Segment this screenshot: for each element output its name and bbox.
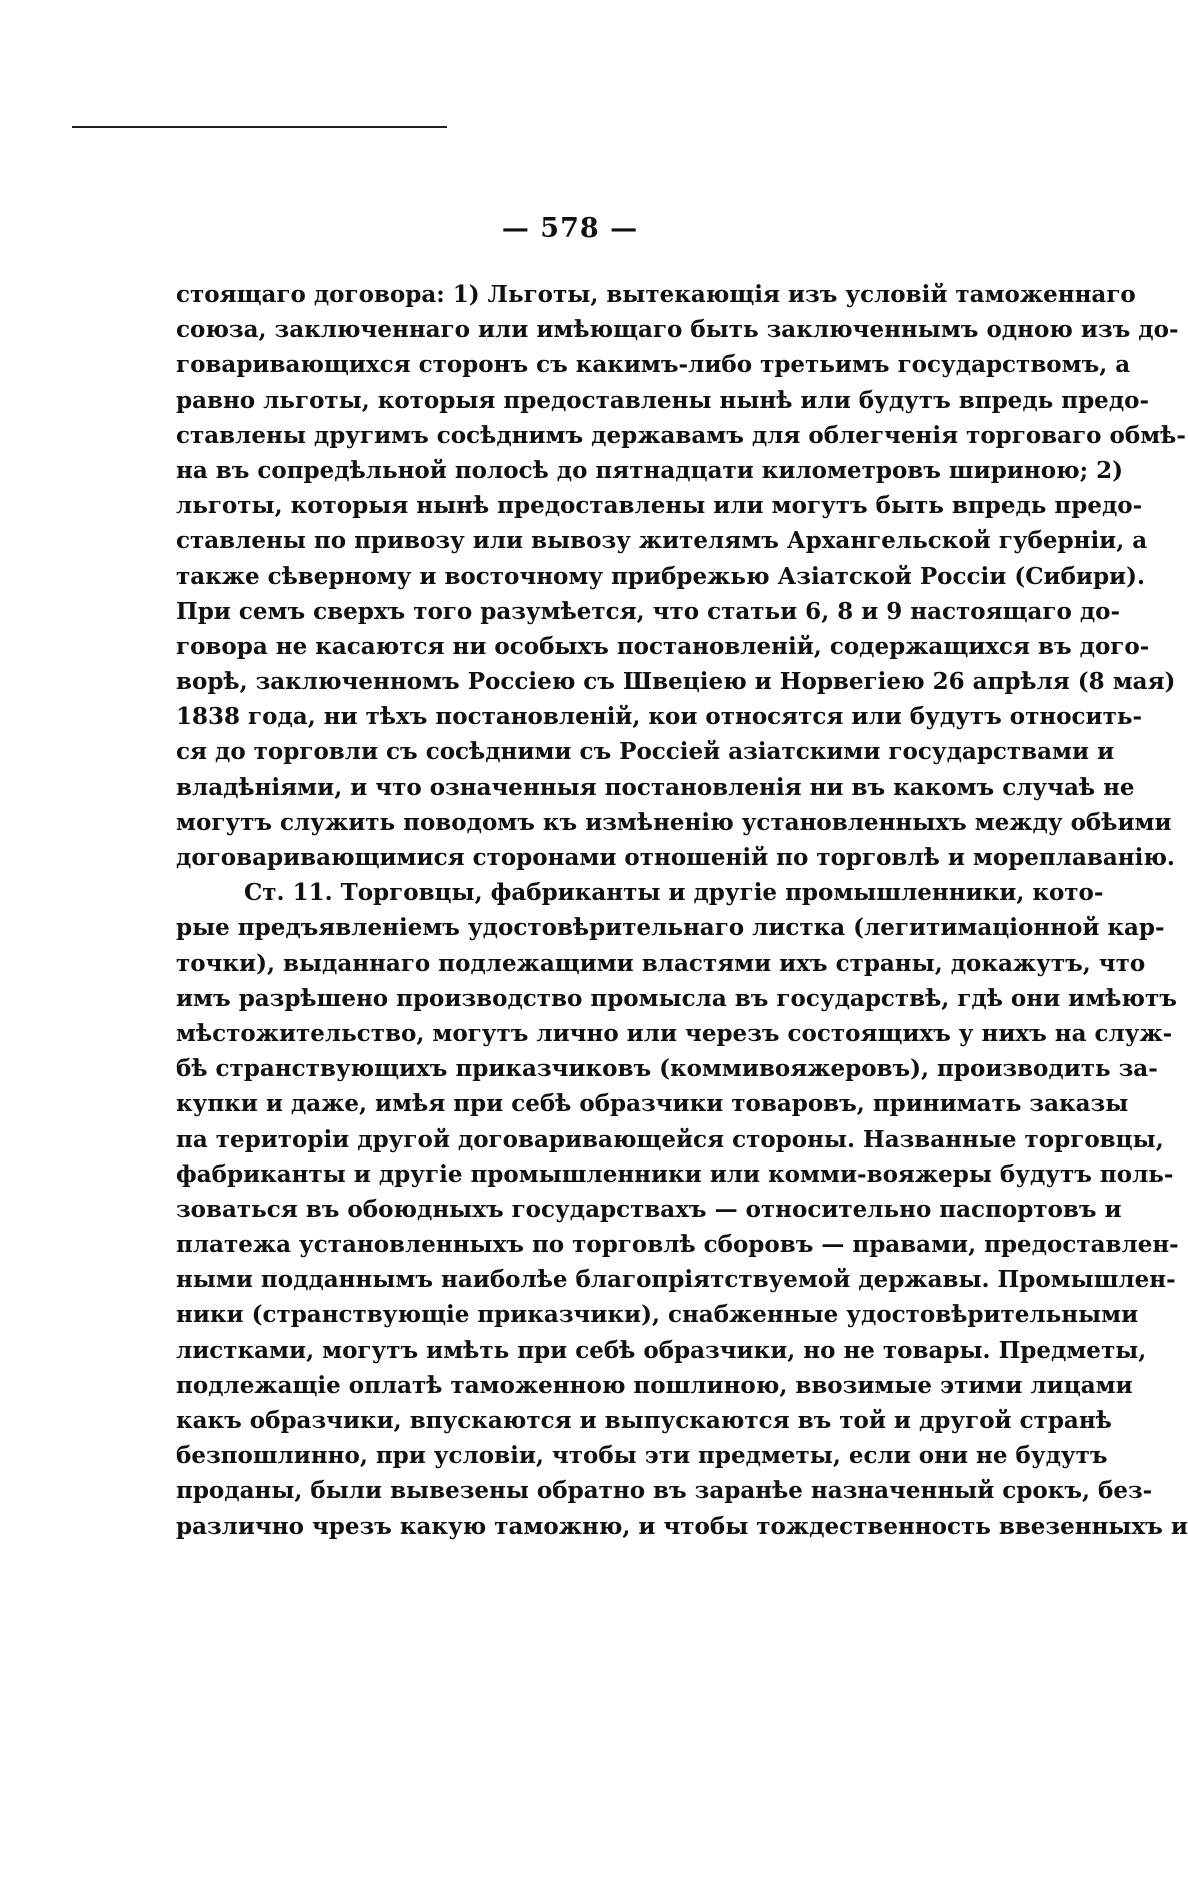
text-line: При семъ сверхъ того разумѣется, что статьи 6, 8 и 9 настоящаго до-: [176, 597, 1121, 625]
body-text: [176, 277, 1188, 1544]
text-line: ся до торговли съ сосѣдними съ Россіей азіатскими государствами и: [176, 738, 1115, 766]
text-line: подлежащіе оплатѣ таможенною пошлиною, ввозимые этими лицами: [176, 1371, 1133, 1399]
text-line: имъ разрѣшено производство промысла въ государствѣ, гдѣ они имѣютъ: [176, 984, 1177, 1012]
text-line: па територіи другой договаривающейся стороны. Названные торговцы,: [176, 1125, 1164, 1153]
text-line: фабриканты и другіе промышленники или комми-вояжеры будутъ поль-: [176, 1160, 1174, 1188]
text-line: рые предъявленіемъ удостовѣрительнаго листка (легитимаціонной кар-: [176, 914, 1165, 942]
text-line: договаривающимися сторонами отношеній по торговлѣ и мореплаванію.: [176, 844, 1175, 871]
page-number: — 578 —: [501, 213, 639, 244]
text-line: листками, могутъ имѣть при себѣ образчики, но не товары. Предметы,: [176, 1336, 1147, 1364]
text-line: зоваться въ обоюдныхъ государствахъ — относительно паспортовъ и: [176, 1195, 1122, 1223]
text-line: 1838 года, ни тѣхъ постановленій, кои относятся или будутъ относить-: [176, 703, 1143, 731]
text-line: стоящаго договора: 1) Льготы, вытекающія изъ условій таможеннаго: [176, 281, 1136, 308]
text-line: ники (странствующіе приказчики), снабженные удостовѣрительными: [176, 1301, 1139, 1329]
text-line: ными подданнымъ наиболѣе благопріятствуемой державы. Промышлен-: [176, 1266, 1176, 1294]
text-line: платежа установленныхъ по торговлѣ сборовъ — правами, предоставлен-: [176, 1231, 1179, 1259]
text-line: ставлены по привозу или вывозу жителямъ Архангельской губерніи, а: [176, 527, 1148, 555]
text-line: безпошлинно, при условіи, чтобы эти предметы, если они не будутъ: [176, 1442, 1108, 1470]
text-line: мѣстожительство, могутъ лично или черезъ состоящихъ у нихъ на служ-: [176, 1019, 1173, 1047]
text-line: льготы, которыя нынѣ предоставлены или могутъ быть впредь предо-: [176, 492, 1143, 520]
text-line: говора не касаются ни особыхъ постановленій, содержащихся въ дого-: [176, 632, 1150, 660]
text-line: бѣ странствующихъ приказчиковъ (коммивояжеровъ), производить за-: [176, 1055, 1158, 1083]
text-line: различно чрезъ какую таможню, и чтобы тождественность ввезенныхъ и: [176, 1512, 1188, 1540]
text-line: на въ сопредѣльной полосѣ до пятнадцати километровъ шириною; 2): [176, 456, 1123, 484]
text-line: купки и даже, имѣя при себѣ образчики товаровъ, принимать заказы: [176, 1090, 1129, 1118]
text-line: точки), выданнаго подлежащими властями ихъ страны, докажутъ, что: [176, 949, 1146, 977]
text-line: могутъ служить поводомъ къ измѣненію установленныхъ между обѣими: [176, 808, 1172, 836]
text-line: союза, заключеннаго или имѣющаго быть заключеннымъ одною изъ до-: [176, 316, 1179, 344]
article-11-start-line: Ст. 11. Торговцы, фабриканты и другіе промышленники, кото-: [244, 879, 1104, 907]
text-line: владѣніями, и что означенныя постановленія ни въ какомъ случаѣ не: [176, 773, 1135, 801]
text-line: какъ образчики, впускаются и выпускаются въ той и другой странѣ: [176, 1407, 1112, 1434]
text-line: проданы, были вывезены обратно въ заранѣе назначенный срокъ, без-: [176, 1477, 1153, 1505]
top-rule-divider: [72, 126, 447, 128]
text-line: ставлены другимъ сосѣднимъ державамъ для облегченія торговаго обмѣ-: [176, 421, 1186, 449]
text-line: говаривающихся сторонъ съ какимъ-либо третьимъ государствомъ, а: [176, 351, 1131, 379]
text-line: ворѣ, заключенномъ Россіею съ Швеціею и Норвегіею 26 апрѣля (8 мая): [176, 668, 1176, 696]
text-line: также сѣверному и восточному прибрежью Азіатской Россіи (Сибири).: [176, 562, 1145, 590]
text-line: равно льготы, которыя предоставлены нынѣ или будутъ впредь предо-: [176, 386, 1150, 414]
